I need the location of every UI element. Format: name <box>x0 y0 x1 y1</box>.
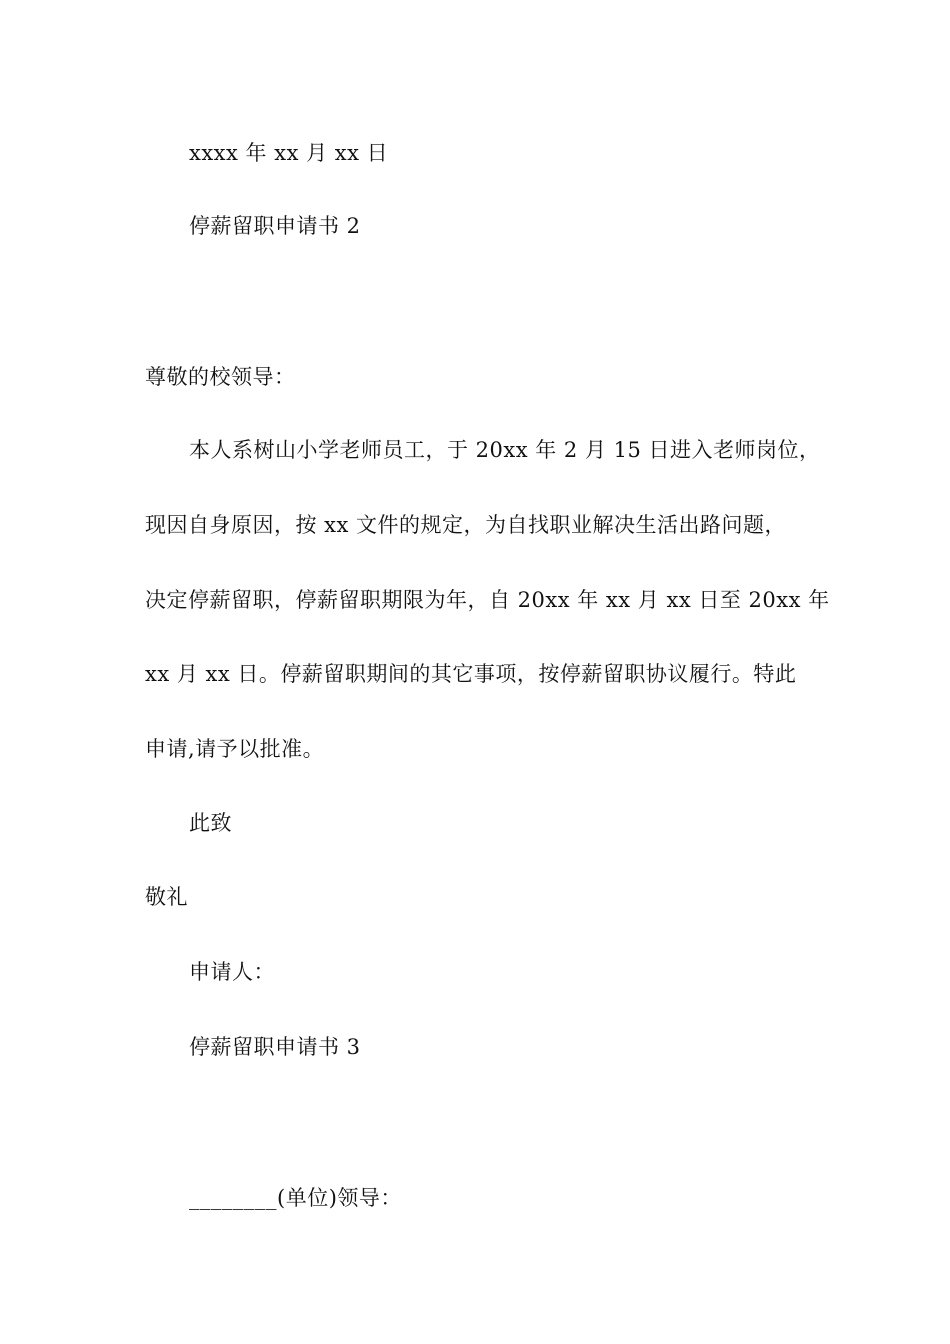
body-line-1: 本人系树山小学老师员工，于 20xx 年 2 月 15 日进入老师岗位， <box>189 438 821 462</box>
section-2-title: 停薪留职申请书 2 <box>189 214 361 238</box>
salutation: 尊敬的校领导： <box>145 365 296 389</box>
section-3-salutation: ________(单位)领导： <box>189 1186 402 1210</box>
body-line-5: 申请,请予以批准。 <box>145 737 325 761</box>
body-line-4: xx 月 xx 日。停薪留职期间的其它事项，按停薪留职协议履行。特此 <box>145 662 797 686</box>
body-line-2: 现因自身原因，按 xx 文件的规定，为自找职业解决生活出路问题， <box>145 513 787 537</box>
section-3-title: 停薪留职申请书 3 <box>189 1035 361 1059</box>
applicant-label: 申请人： <box>189 960 275 984</box>
date-line: xxxx 年 xx 月 xx 日 <box>189 141 389 165</box>
body-line-3: 决定停薪留职，停薪留职期限为年，自 20xx 年 xx 月 xx 日至 20xx 年 <box>145 588 830 612</box>
closing-jingli: 敬礼 <box>145 885 188 909</box>
closing-cizhi: 此致 <box>189 811 232 835</box>
